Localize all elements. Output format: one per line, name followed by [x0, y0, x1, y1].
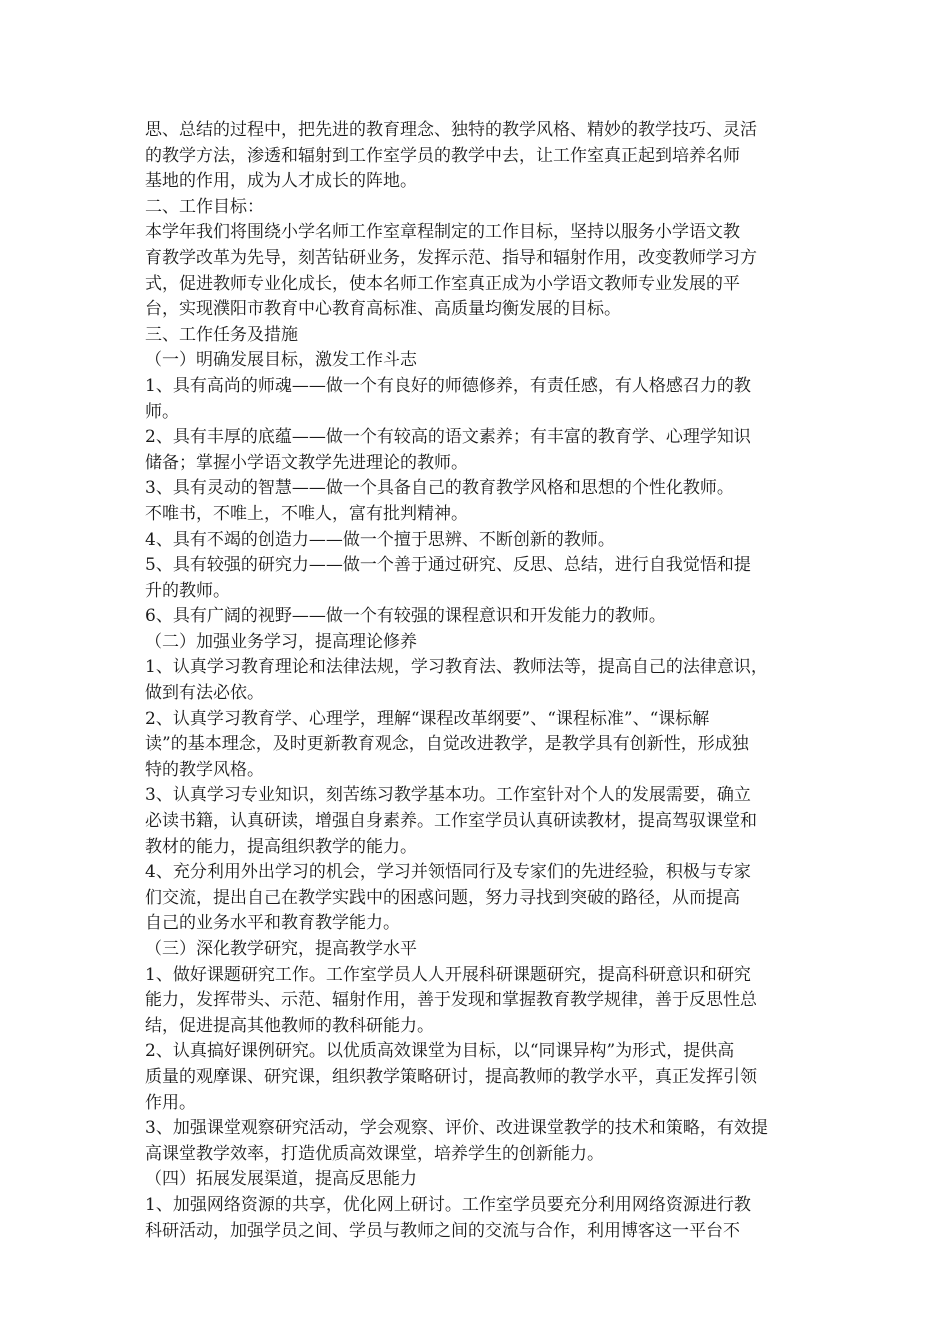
- text-line: 二、工作目标：: [145, 196, 264, 217]
- text-line: 结，促进提高其他教师的教科研能力。: [145, 1015, 434, 1036]
- text-line: 高课堂教学效率，打造优质高效课堂，培养学生的创新能力。: [145, 1143, 604, 1164]
- text-line: 式，促进教师专业化成长，使本名师工作室真正成为小学语文教师专业发展的平: [145, 273, 740, 294]
- text-line: 思、总结的过程中，把先进的教育理念、独特的教学风格、精妙的教学技巧、灵活: [145, 120, 757, 140]
- text-line: 必读书籍，认真研读，增强自身素养。工作室学员认真研读教材，提高驾驭课堂和: [145, 811, 757, 832]
- text-line: 1、具有高尚的师魂——做一个有良好的师德修养，有责任感，有人格感召力的教: [145, 375, 751, 396]
- text-line: （一）明确发展目标，激发工作斗志: [145, 350, 417, 371]
- text-line: 科研活动，加强学员之间、学员与教师之间的交流与合作，利用博客这一平台不: [145, 1220, 740, 1241]
- text-line: 1、加强网络资源的共享，优化网上研讨。工作室学员要充分利用网络资源进行教: [145, 1194, 751, 1215]
- text-line: 特的教学风格。: [145, 759, 264, 780]
- text-line: 质量的观摩课、研究课，组织教学策略研讨，提高教师的教学水平，真正发挥引领: [145, 1066, 757, 1087]
- text-line: （三）深化教学研究，提高教学水平: [145, 939, 417, 959]
- text-line: 不唯书，不唯上，不唯人，富有批判精神。: [145, 503, 468, 524]
- text-line: 5、具有较强的研究力——做一个善于通过研究、反思、总结，进行自我觉悟和提: [145, 555, 751, 576]
- text-line: （四）拓展发展渠道，提高反思能力: [145, 1169, 417, 1190]
- text-line: 本学年我们将围绕小学名师工作室章程制定的工作目标，坚持以服务小学语文教: [145, 222, 740, 243]
- text-line: 读”的基本理念，及时更新教育观念，自觉改进教学，是教学具有创新性，形成独: [145, 734, 749, 755]
- text-line: 育教学改革为先导，刻苦钻研业务，发挥示范、指导和辐射作用，改变教师学习方: [145, 247, 757, 268]
- text-line: 们交流，提出自己在教学实践中的困惑问题，努力寻找到突破的路径，从而提高: [145, 887, 740, 908]
- text-line: 能力，发挥带头、示范、辐射作用，善于发现和掌握教育教学规律，善于反思性总: [145, 990, 757, 1011]
- text-line: 的教学方法，渗透和辐射到工作室学员的教学中去，让工作室真正起到培养名师: [145, 145, 740, 166]
- text-line: 作用。: [145, 1092, 196, 1113]
- text-line: 2、认真搞好课例研究。以优质高效课堂为目标，以“同课异构”为形式，提供高: [145, 1041, 735, 1062]
- text-line: 基地的作用，成为人才成长的阵地。: [145, 171, 417, 192]
- text-line: （二）加强业务学习，提高理论修养: [145, 631, 417, 652]
- text-line: 做到有法必依。: [145, 683, 264, 704]
- text-line: 2、具有丰厚的底蕴——做一个有较高的语文素养；有丰富的教育学、心理学知识: [145, 427, 751, 448]
- text-line: 4、充分利用外出学习的机会，学习并领悟同行及专家们的先进经验，积极与专家: [145, 862, 751, 883]
- text-line: 1、做好课题研究工作。工作室学员人人开展科研课题研究，提高科研意识和研究: [145, 964, 751, 985]
- text-line: 师。: [145, 401, 179, 422]
- text-line: 3、具有灵动的智慧——做一个具备自己的教育教学风格和思想的个性化教师。: [145, 478, 734, 499]
- text-line: 教材的能力，提高组织教学的能力。: [145, 836, 417, 857]
- text-line: 4、具有不竭的创造力——做一个擅于思辨、不断创新的教师。: [145, 529, 615, 550]
- text-line: 自己的业务水平和教育教学能力。: [145, 913, 400, 934]
- text-line: 三、工作任务及措施: [145, 324, 298, 345]
- text-line: 3、加强课堂观察研究活动，学会观察、评价、改进课堂教学的技术和策略，有效提: [145, 1118, 768, 1139]
- text-line: 台，实现濮阳市教育中心教育高标准、高质量均衡发展的目标。: [145, 299, 621, 320]
- text-line: 2、认真学习教育学、心理学，理解“课程改革纲要”、“课程标准”、“课标解: [145, 708, 710, 729]
- document-body: [145, 118, 810, 1244]
- text-line: 储备；掌握小学语文教学先进理论的教师。: [145, 452, 468, 473]
- text-line: 1、认真学习教育理论和法律法规，学习教育法、教师法等，提高自己的法律意识，: [145, 657, 768, 678]
- text-line: 6、具有广阔的视野——做一个有较强的课程意识和开发能力的教师。: [145, 606, 666, 627]
- text-line: 升的教师。: [145, 580, 230, 601]
- text-line: 3、认真学习专业知识，刻苦练习教学基本功。工作室针对个人的发展需要，确立: [145, 785, 751, 806]
